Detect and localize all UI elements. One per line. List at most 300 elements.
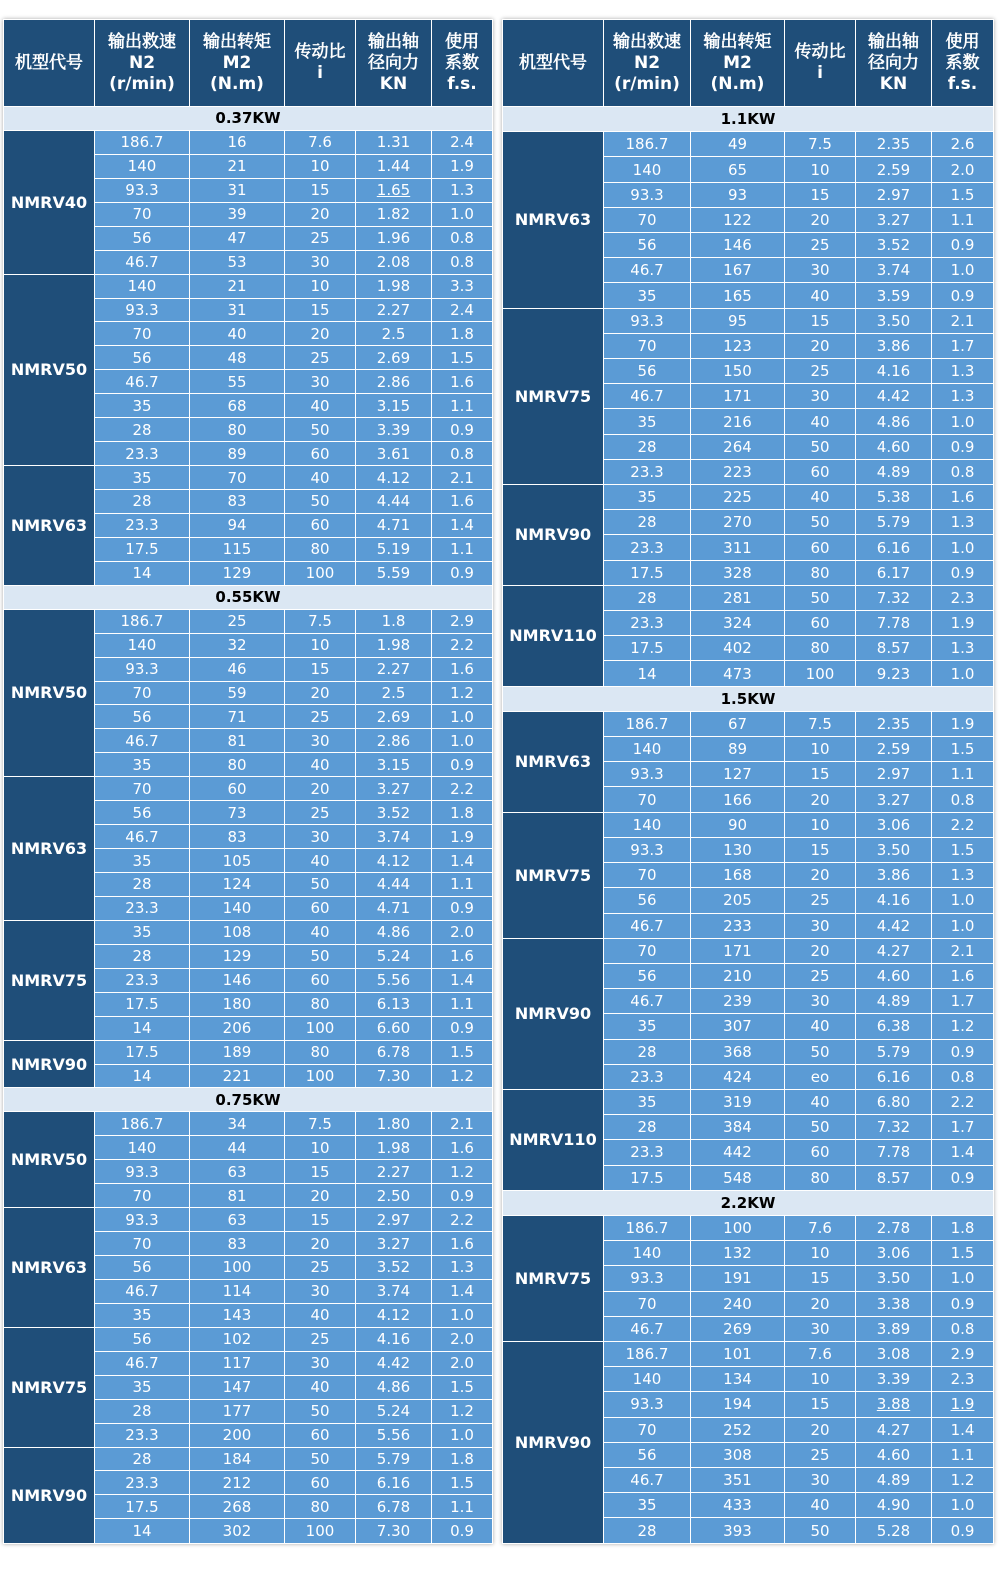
speed-cell: 17.5 bbox=[95, 992, 190, 1016]
ratio-cell: eo bbox=[785, 1064, 856, 1089]
service-factor-cell: 1.6 bbox=[432, 370, 493, 394]
radial-force-cell: 9.23 bbox=[856, 661, 932, 686]
speed-cell: 56 bbox=[95, 1327, 190, 1351]
power-section-label: 0.37KW bbox=[4, 107, 493, 131]
table-row bbox=[4, 920, 493, 944]
radial-force-cell: 3.88 bbox=[856, 1392, 932, 1417]
service-factor-cell: 1.6 bbox=[432, 1232, 493, 1256]
radial-force-cell: 4.60 bbox=[856, 434, 932, 459]
service-factor-cell: 2.2 bbox=[432, 1208, 493, 1232]
table-row bbox=[503, 711, 994, 736]
speed-cell: 46.7 bbox=[95, 370, 190, 394]
service-factor-cell: 1.4 bbox=[932, 1140, 994, 1165]
speed-cell: 35 bbox=[95, 1375, 190, 1399]
speed-cell: 56 bbox=[604, 233, 691, 258]
radial-force-cell: 2.78 bbox=[856, 1215, 932, 1240]
speed-cell: 35 bbox=[604, 283, 691, 308]
torque-cell: 83 bbox=[190, 825, 285, 849]
speed-cell: 93.3 bbox=[95, 1160, 190, 1184]
ratio-cell: 60 bbox=[785, 1140, 856, 1165]
speed-cell: 23.3 bbox=[95, 513, 190, 537]
radial-force-cell: 3.74 bbox=[356, 825, 432, 849]
ratio-cell: 60 bbox=[785, 611, 856, 636]
radial-force-cell: 6.16 bbox=[356, 1471, 432, 1495]
speed-cell: 17.5 bbox=[604, 636, 691, 661]
torque-cell: 165 bbox=[691, 283, 785, 308]
torque-cell: 21 bbox=[190, 274, 285, 298]
radial-force-cell: 4.89 bbox=[856, 1467, 932, 1492]
radial-force-cell: 3.89 bbox=[856, 1316, 932, 1341]
service-factor-cell: 2.1 bbox=[432, 466, 493, 490]
service-factor-cell: 1.5 bbox=[932, 182, 994, 207]
radial-force-cell: 4.60 bbox=[856, 963, 932, 988]
speed-cell: 70 bbox=[95, 202, 190, 226]
ratio-cell: 50 bbox=[785, 1039, 856, 1064]
service-factor-cell: 1.4 bbox=[432, 849, 493, 873]
service-factor-cell: 1.8 bbox=[932, 1215, 994, 1240]
ratio-cell: 20 bbox=[785, 1417, 856, 1442]
ratio-cell: 25 bbox=[785, 1442, 856, 1467]
ratio-cell: 50 bbox=[785, 585, 856, 610]
ratio-cell: 10 bbox=[785, 157, 856, 182]
radial-force-cell: 3.27 bbox=[356, 1232, 432, 1256]
power-section-row bbox=[4, 107, 493, 131]
ratio-cell: 80 bbox=[285, 1495, 356, 1519]
ratio-cell: 40 bbox=[285, 1303, 356, 1327]
model-cell: NMRV90 bbox=[503, 938, 604, 1089]
torque-cell: 311 bbox=[691, 535, 785, 560]
service-factor-cell: 1.5 bbox=[932, 837, 994, 862]
speed-cell: 28 bbox=[604, 510, 691, 535]
ratio-cell: 60 bbox=[285, 513, 356, 537]
radial-force-cell: 4.71 bbox=[356, 896, 432, 920]
torque-cell: 40 bbox=[190, 322, 285, 346]
service-factor-cell: 1.0 bbox=[932, 888, 994, 913]
ratio-cell: 15 bbox=[785, 1266, 856, 1291]
service-factor-cell: 1.3 bbox=[932, 636, 994, 661]
ratio-cell: 60 bbox=[285, 442, 356, 466]
service-factor-cell: 2.6 bbox=[932, 132, 994, 157]
speed-cell: 28 bbox=[604, 434, 691, 459]
torque-cell: 122 bbox=[691, 207, 785, 232]
ratio-cell: 30 bbox=[785, 989, 856, 1014]
service-factor-cell: 1.6 bbox=[932, 963, 994, 988]
radial-force-cell: 2.35 bbox=[856, 132, 932, 157]
radial-force-cell: 3.06 bbox=[856, 812, 932, 837]
radial-force-cell: 5.19 bbox=[356, 537, 432, 561]
model-cell: NMRV90 bbox=[4, 1447, 95, 1544]
power-section-label: 2.2KW bbox=[503, 1190, 994, 1215]
ratio-cell: 60 bbox=[285, 896, 356, 920]
torque-cell: 239 bbox=[691, 989, 785, 1014]
speed-cell: 46.7 bbox=[604, 258, 691, 283]
torque-cell: 16 bbox=[190, 130, 285, 154]
radial-force-cell: 1.8 bbox=[356, 609, 432, 633]
torque-cell: 368 bbox=[691, 1039, 785, 1064]
ratio-cell: 40 bbox=[785, 1014, 856, 1039]
torque-cell: 307 bbox=[691, 1014, 785, 1039]
speed-cell: 35 bbox=[604, 409, 691, 434]
table-header-row bbox=[503, 20, 994, 107]
speed-cell: 140 bbox=[95, 633, 190, 657]
speed-cell: 17.5 bbox=[604, 560, 691, 585]
ratio-cell: 7.5 bbox=[285, 1112, 356, 1136]
service-factor-cell: 1.2 bbox=[932, 1014, 994, 1039]
service-factor-cell: 2.2 bbox=[932, 1089, 994, 1114]
speed-cell: 140 bbox=[604, 812, 691, 837]
torque-cell: 93 bbox=[691, 182, 785, 207]
service-factor-cell: 0.9 bbox=[432, 1184, 493, 1208]
torque-cell: 281 bbox=[691, 585, 785, 610]
radial-force-cell: 4.71 bbox=[356, 513, 432, 537]
service-factor-cell: 1.6 bbox=[432, 657, 493, 681]
radial-force-cell: 2.5 bbox=[356, 681, 432, 705]
service-factor-cell: 1.0 bbox=[432, 1303, 493, 1327]
service-factor-cell: 2.1 bbox=[432, 1112, 493, 1136]
radial-force-cell: 1.82 bbox=[356, 202, 432, 226]
service-factor-cell: 1.2 bbox=[432, 1160, 493, 1184]
radial-force-cell: 4.44 bbox=[356, 490, 432, 514]
service-factor-cell: 1.7 bbox=[932, 333, 994, 358]
ratio-cell: 30 bbox=[285, 250, 356, 274]
power-section-row bbox=[4, 585, 493, 609]
ratio-cell: 50 bbox=[285, 1399, 356, 1423]
radial-force-cell: 4.42 bbox=[856, 913, 932, 938]
radial-force-cell: 3.27 bbox=[856, 207, 932, 232]
speed-cell: 35 bbox=[95, 849, 190, 873]
service-factor-cell: 0.9 bbox=[932, 560, 994, 585]
radial-force-cell: 2.86 bbox=[356, 729, 432, 753]
radial-force-cell: 2.69 bbox=[356, 346, 432, 370]
torque-cell: 67 bbox=[691, 711, 785, 736]
ratio-cell: 20 bbox=[785, 333, 856, 358]
table-row bbox=[503, 812, 994, 837]
torque-cell: 65 bbox=[691, 157, 785, 182]
ratio-cell: 60 bbox=[285, 1471, 356, 1495]
radial-force-cell: 4.16 bbox=[356, 1327, 432, 1351]
torque-cell: 225 bbox=[691, 485, 785, 510]
torque-cell: 393 bbox=[691, 1518, 785, 1544]
speed-cell: 186.7 bbox=[95, 1112, 190, 1136]
speed-cell: 14 bbox=[95, 1064, 190, 1088]
torque-cell: 31 bbox=[190, 178, 285, 202]
service-factor-cell: 1.5 bbox=[932, 1241, 994, 1266]
torque-cell: 171 bbox=[691, 938, 785, 963]
radial-force-cell: 1.31 bbox=[356, 130, 432, 154]
torque-cell: 102 bbox=[190, 1327, 285, 1351]
service-factor-cell: 1.7 bbox=[932, 989, 994, 1014]
torque-cell: 184 bbox=[190, 1447, 285, 1471]
ratio-cell: 50 bbox=[785, 434, 856, 459]
torque-cell: 73 bbox=[190, 801, 285, 825]
service-factor-cell: 1.1 bbox=[932, 207, 994, 232]
speed-cell: 35 bbox=[604, 1014, 691, 1039]
service-factor-cell: 2.0 bbox=[932, 157, 994, 182]
speed-cell: 140 bbox=[95, 1136, 190, 1160]
service-factor-cell: 0.8 bbox=[932, 459, 994, 484]
service-factor-cell: 1.3 bbox=[932, 384, 994, 409]
radial-force-cell: 6.78 bbox=[356, 1495, 432, 1519]
speed-cell: 70 bbox=[604, 787, 691, 812]
speed-cell: 56 bbox=[95, 705, 190, 729]
power-section-row bbox=[503, 686, 994, 711]
speed-cell: 14 bbox=[604, 661, 691, 686]
torque-cell: 117 bbox=[190, 1351, 285, 1375]
speed-cell: 35 bbox=[95, 394, 190, 418]
torque-cell: 95 bbox=[691, 308, 785, 333]
ratio-cell: 80 bbox=[285, 537, 356, 561]
ratio-cell: 10 bbox=[285, 1136, 356, 1160]
torque-cell: 101 bbox=[691, 1341, 785, 1366]
model-cell: NMRV75 bbox=[503, 308, 604, 484]
service-factor-cell: 1.8 bbox=[432, 1447, 493, 1471]
speed-cell: 14 bbox=[95, 561, 190, 585]
torque-cell: 147 bbox=[190, 1375, 285, 1399]
ratio-cell: 40 bbox=[285, 394, 356, 418]
radial-force-cell: 4.27 bbox=[856, 938, 932, 963]
speed-cell: 140 bbox=[95, 154, 190, 178]
ratio-cell: 30 bbox=[785, 1467, 856, 1492]
radial-force-cell: 1.98 bbox=[356, 1136, 432, 1160]
radial-force-cell: 4.89 bbox=[856, 989, 932, 1014]
speed-cell: 17.5 bbox=[95, 537, 190, 561]
speed-cell: 70 bbox=[95, 777, 190, 801]
torque-cell: 89 bbox=[190, 442, 285, 466]
ratio-cell: 50 bbox=[785, 1518, 856, 1544]
service-factor-cell: 1.0 bbox=[432, 1423, 493, 1447]
ratio-cell: 100 bbox=[285, 561, 356, 585]
table-row bbox=[503, 585, 994, 610]
speed-cell: 23.3 bbox=[95, 1471, 190, 1495]
header-model: 机型代号 bbox=[503, 20, 604, 107]
service-factor-cell: 0.9 bbox=[432, 1519, 493, 1544]
radial-force-cell: 6.78 bbox=[356, 1040, 432, 1064]
speed-cell: 23.3 bbox=[95, 968, 190, 992]
radial-force-cell: 7.30 bbox=[356, 1064, 432, 1088]
radial-force-cell: 2.27 bbox=[356, 657, 432, 681]
torque-cell: 548 bbox=[691, 1165, 785, 1190]
speed-cell: 140 bbox=[95, 274, 190, 298]
radial-force-cell: 4.89 bbox=[856, 459, 932, 484]
speed-cell: 14 bbox=[95, 1519, 190, 1544]
speed-cell: 23.3 bbox=[604, 535, 691, 560]
ratio-cell: 40 bbox=[785, 283, 856, 308]
torque-cell: 168 bbox=[691, 863, 785, 888]
radial-force-cell: 3.52 bbox=[356, 801, 432, 825]
power-section-label: 1.5KW bbox=[503, 686, 994, 711]
model-cell: NMRV75 bbox=[503, 1215, 604, 1341]
speed-cell: 35 bbox=[95, 753, 190, 777]
speed-cell: 186.7 bbox=[604, 711, 691, 736]
ratio-cell: 20 bbox=[285, 777, 356, 801]
ratio-cell: 80 bbox=[785, 1165, 856, 1190]
speed-cell: 35 bbox=[604, 485, 691, 510]
speed-cell: 46.7 bbox=[95, 825, 190, 849]
table-row bbox=[4, 1112, 493, 1136]
torque-cell: 63 bbox=[190, 1160, 285, 1184]
service-factor-cell: 1.7 bbox=[932, 1115, 994, 1140]
torque-cell: 53 bbox=[190, 250, 285, 274]
ratio-cell: 15 bbox=[285, 657, 356, 681]
speed-cell: 186.7 bbox=[95, 130, 190, 154]
radial-force-cell: 6.60 bbox=[356, 1016, 432, 1040]
radial-force-cell: 2.97 bbox=[856, 182, 932, 207]
service-factor-cell: 1.5 bbox=[432, 1375, 493, 1399]
speed-cell: 46.7 bbox=[604, 1467, 691, 1492]
radial-force-cell: 5.28 bbox=[856, 1518, 932, 1544]
torque-cell: 171 bbox=[691, 384, 785, 409]
service-factor-cell: 1.0 bbox=[432, 705, 493, 729]
speed-cell: 46.7 bbox=[95, 1279, 190, 1303]
torque-cell: 127 bbox=[691, 762, 785, 787]
ratio-cell: 20 bbox=[785, 938, 856, 963]
ratio-cell: 40 bbox=[785, 409, 856, 434]
service-factor-cell: 1.4 bbox=[432, 513, 493, 537]
torque-cell: 252 bbox=[691, 1417, 785, 1442]
ratio-cell: 20 bbox=[785, 787, 856, 812]
radial-force-cell: 6.16 bbox=[856, 1064, 932, 1089]
speed-cell: 56 bbox=[95, 346, 190, 370]
service-factor-cell: 1.2 bbox=[432, 1399, 493, 1423]
service-factor-cell: 1.3 bbox=[432, 1256, 493, 1280]
service-factor-cell: 2.2 bbox=[932, 812, 994, 837]
speed-cell: 70 bbox=[95, 322, 190, 346]
torque-cell: 32 bbox=[190, 633, 285, 657]
service-factor-cell: 1.0 bbox=[932, 661, 994, 686]
service-factor-cell: 0.9 bbox=[932, 233, 994, 258]
service-factor-cell: 1.1 bbox=[932, 1442, 994, 1467]
ratio-cell: 7.5 bbox=[785, 132, 856, 157]
speed-cell: 140 bbox=[604, 737, 691, 762]
table-header-row bbox=[4, 20, 493, 107]
service-factor-cell: 2.2 bbox=[432, 633, 493, 657]
torque-cell: 308 bbox=[691, 1442, 785, 1467]
torque-cell: 206 bbox=[190, 1016, 285, 1040]
service-factor-cell: 1.8 bbox=[432, 322, 493, 346]
speed-cell: 186.7 bbox=[604, 1341, 691, 1366]
radial-force-cell: 8.57 bbox=[856, 1165, 932, 1190]
radial-force-cell: 1.98 bbox=[356, 274, 432, 298]
speed-cell: 23.3 bbox=[604, 1140, 691, 1165]
service-factor-cell: 0.9 bbox=[432, 561, 493, 585]
speed-cell: 93.3 bbox=[95, 1208, 190, 1232]
service-factor-cell: 1.2 bbox=[432, 681, 493, 705]
torque-cell: 191 bbox=[691, 1266, 785, 1291]
speed-cell: 70 bbox=[604, 1291, 691, 1316]
torque-cell: 123 bbox=[691, 333, 785, 358]
header-output-speed: 输出救速 N2 (r/min) bbox=[95, 20, 190, 107]
table-row bbox=[4, 130, 493, 154]
ratio-cell: 15 bbox=[285, 298, 356, 322]
torque-cell: 129 bbox=[190, 944, 285, 968]
ratio-cell: 80 bbox=[785, 636, 856, 661]
service-factor-cell: 1.5 bbox=[432, 1471, 493, 1495]
service-factor-cell: 1.3 bbox=[432, 178, 493, 202]
radial-force-cell: 3.61 bbox=[356, 442, 432, 466]
speed-cell: 56 bbox=[95, 226, 190, 250]
radial-force-cell: 4.44 bbox=[356, 873, 432, 897]
torque-cell: 25 bbox=[190, 609, 285, 633]
speed-cell: 23.3 bbox=[95, 442, 190, 466]
radial-force-cell: 2.08 bbox=[356, 250, 432, 274]
torque-cell: 189 bbox=[190, 1040, 285, 1064]
service-factor-cell: 1.1 bbox=[432, 537, 493, 561]
radial-force-cell: 3.52 bbox=[356, 1256, 432, 1280]
ratio-cell: 7.5 bbox=[785, 711, 856, 736]
radial-force-cell: 2.59 bbox=[856, 157, 932, 182]
service-factor-cell: 0.8 bbox=[432, 442, 493, 466]
ratio-cell: 20 bbox=[285, 1184, 356, 1208]
radial-force-cell: 3.52 bbox=[856, 233, 932, 258]
speed-cell: 56 bbox=[604, 963, 691, 988]
service-factor-cell: 1.0 bbox=[932, 535, 994, 560]
service-factor-cell: 1.0 bbox=[932, 409, 994, 434]
ratio-cell: 7.6 bbox=[785, 1341, 856, 1366]
service-factor-cell: 0.9 bbox=[932, 283, 994, 308]
power-section-row bbox=[503, 107, 994, 132]
torque-cell: 80 bbox=[190, 418, 285, 442]
table-row bbox=[503, 1341, 994, 1366]
radial-force-cell: 7.78 bbox=[856, 611, 932, 636]
torque-cell: 180 bbox=[190, 992, 285, 1016]
speed-cell: 17.5 bbox=[95, 1495, 190, 1519]
radial-force-cell: 7.78 bbox=[856, 1140, 932, 1165]
speed-cell: 35 bbox=[95, 1303, 190, 1327]
service-factor-cell: 1.1 bbox=[432, 1495, 493, 1519]
table-row bbox=[4, 274, 493, 298]
table-row bbox=[503, 485, 994, 510]
ratio-cell: 10 bbox=[785, 737, 856, 762]
speed-cell: 14 bbox=[95, 1016, 190, 1040]
table-row bbox=[4, 1447, 493, 1471]
model-cell: NMRV63 bbox=[4, 466, 95, 586]
model-cell: NMRV75 bbox=[4, 920, 95, 1040]
torque-cell: 328 bbox=[691, 560, 785, 585]
model-cell: NMRV50 bbox=[4, 274, 95, 466]
speed-cell: 35 bbox=[604, 1493, 691, 1518]
service-factor-cell: 3.3 bbox=[432, 274, 493, 298]
torque-cell: 324 bbox=[691, 611, 785, 636]
torque-cell: 94 bbox=[190, 513, 285, 537]
torque-cell: 129 bbox=[190, 561, 285, 585]
speed-cell: 186.7 bbox=[95, 609, 190, 633]
radial-force-cell: 5.79 bbox=[856, 510, 932, 535]
ratio-cell: 30 bbox=[285, 1351, 356, 1375]
table-row bbox=[4, 1040, 493, 1064]
service-factor-cell: 2.0 bbox=[432, 1351, 493, 1375]
table-row bbox=[4, 1327, 493, 1351]
ratio-cell: 30 bbox=[785, 384, 856, 409]
power-section-row bbox=[503, 1190, 994, 1215]
speed-cell: 186.7 bbox=[604, 132, 691, 157]
torque-cell: 270 bbox=[691, 510, 785, 535]
model-cell: NMRV63 bbox=[503, 132, 604, 308]
ratio-cell: 15 bbox=[785, 308, 856, 333]
speed-cell: 93.3 bbox=[604, 1266, 691, 1291]
spec-table-left bbox=[3, 19, 493, 1544]
service-factor-cell: 2.4 bbox=[432, 130, 493, 154]
torque-cell: 31 bbox=[190, 298, 285, 322]
model-cell: NMRV75 bbox=[503, 812, 604, 938]
torque-cell: 264 bbox=[691, 434, 785, 459]
torque-cell: 130 bbox=[691, 837, 785, 862]
ratio-cell: 25 bbox=[285, 226, 356, 250]
radial-force-cell: 2.97 bbox=[856, 762, 932, 787]
torque-cell: 63 bbox=[190, 1208, 285, 1232]
service-factor-cell: 1.2 bbox=[932, 1467, 994, 1492]
service-factor-cell: 1.0 bbox=[932, 913, 994, 938]
radial-force-cell: 8.57 bbox=[856, 636, 932, 661]
